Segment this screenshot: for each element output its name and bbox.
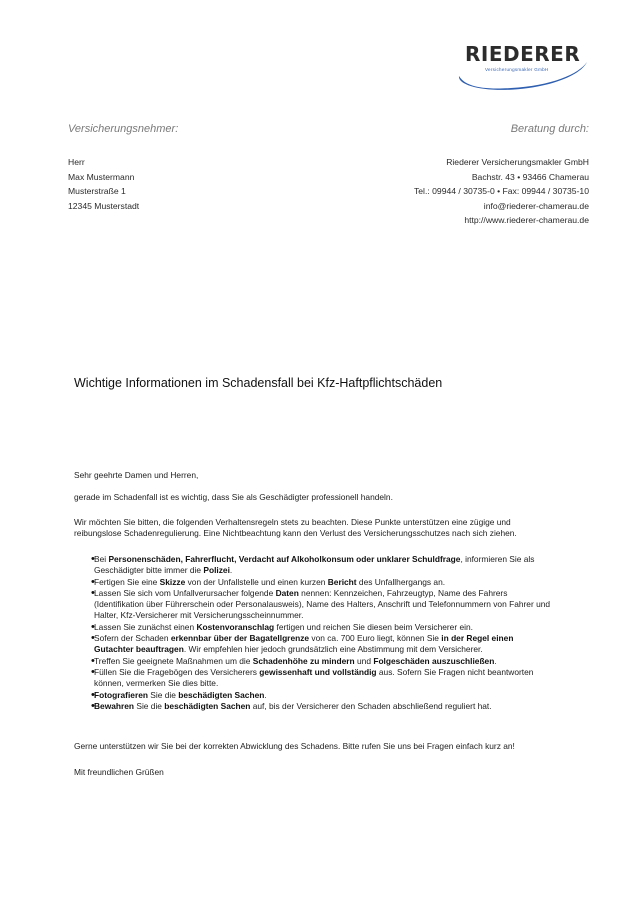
recipient-city: 12345 Musterstadt — [68, 200, 140, 211]
letter-closing: Gerne unterstützen wir Sie bei der korrekten Abwicklung des Schadens. Bitte rufen Sie uns bei Fragen einfach kurz an! — [74, 741, 515, 751]
list-item: • Bewahren Sie die beschädigten Sachen auf, bis der Versicherer den Schaden abschließend reguliert hat. — [74, 701, 554, 712]
advisor-company: Riederer Versicherungsmakler GmbH — [446, 157, 589, 167]
list-item: • Fotografieren Sie die beschädigten Sachen. — [74, 690, 554, 701]
rules-list — [74, 554, 554, 713]
letter-paragraph-1: gerade im Schadenfall ist es wichtig, dass Sie als Geschädigter professionell handeln. — [74, 492, 393, 502]
letter-subject: Wichtige Informationen im Schadensfall bei Kfz-Haftpflichtschäden — [74, 376, 443, 390]
advisor-email-link[interactable]: info@riederer-chamerau.de — [483, 200, 589, 211]
recipient-name: Max Mustermann — [68, 171, 135, 182]
advisor-street: Bachstr. 43 • 93466 Chamerau — [471, 171, 589, 182]
recipient-address — [68, 155, 139, 213]
list-item: • Lassen Sie sich vom Unfallverursacher folgende Daten nennen: Kennzeichen, Fahrzeugtyp, Name des Fahrers (Identifikation über Führerschein oder Personalausweis), Name des Halters, Anschrift und Telefonnummern von Fahrer und Halter, Kfz-Versicherer mit Versicherungsscheinnummer. — [74, 588, 554, 621]
advisor-label: Beratung durch: — [510, 123, 589, 135]
list-item: • Bei Personenschäden, Fahrerflucht, Verdacht auf Alkoholkonsum oder unklarer Schuldfrage, informieren Sie als Geschädigter bitte immer die Polizei. — [74, 554, 554, 576]
policyholder-label: Versicherungsnehmer: — [68, 123, 179, 135]
letter-greeting: Mit freundlichen Grüßen — [74, 767, 164, 777]
logo-tagline: Versicherungsmakler GmbH — [485, 67, 549, 72]
company-logo — [441, 36, 591, 96]
list-item: • Füllen Sie die Fragebögen des Versicherers gewissenhaft und vollständig aus. Sofern Sie Fragen nicht beantworten können, vermerken Sie dies bitte. — [74, 667, 554, 689]
advisor-address — [414, 155, 589, 228]
recipient-street: Musterstraße 1 — [68, 186, 126, 196]
list-item: • Fertigen Sie eine Skizze von der Unfallstelle und einen kurzen Bericht des Unfallhergangs an. — [74, 577, 554, 588]
recipient-salutation: Herr — [68, 157, 85, 167]
logo-wordmark: RIEDERER — [465, 42, 581, 66]
advisor-website-link[interactable]: http://www.riederer-chamerau.de — [464, 215, 589, 225]
advisor-phone: Tel.: 09944 / 30735-0 • Fax: 09944 / 30735-10 — [413, 186, 589, 196]
letter-paragraph-2: Wir möchten Sie bitten, die folgenden Verhaltensregeln stets zu beachten. Diese Punkte unterstützen eine zügige und reibungslose Schadenregulierung. Eine Nichtbeachtung kann den Verlust des Versicherungsschutzes nach sich ziehen. — [74, 517, 517, 538]
list-item: • Treffen Sie geeignete Maßnahmen um die Schadenhöhe zu mindern und Folgeschäden auszuschließen. — [74, 656, 554, 667]
list-item: • Sofern der Schaden erkennbar über der Bagatellgrenze von ca. 700 Euro liegt, können Sie in der Regel einen Gutachter beauftragen. Wir empfehlen hier jedoch grundsätzlich eine Abstimmung mit dem Versicherer. — [74, 633, 554, 655]
letter-salutation: Sehr geehrte Damen und Herren, — [74, 470, 199, 480]
list-item: • Lassen Sie zunächst einen Kostenvoranschlag fertigen und reichen Sie diesen beim Versicherer ein. — [74, 622, 554, 633]
